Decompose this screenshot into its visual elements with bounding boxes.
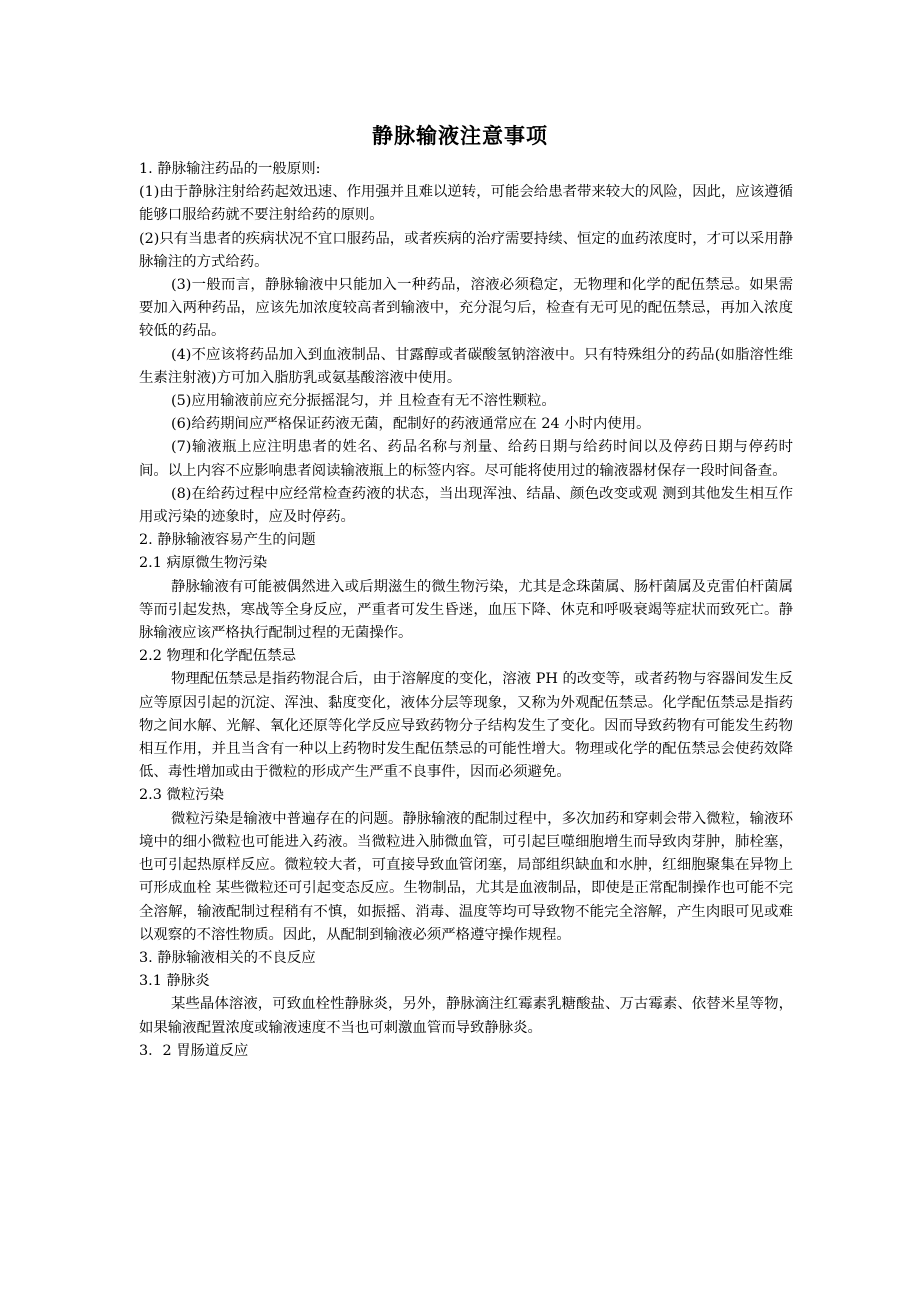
rule-4: (4)不应该将药品加入到血液制品、甘露醇或者碳酸氢钠溶液中。只有特殊组分的药品(如脂溶性维生素注射液)方可加入脂肪乳或氨基酸溶液中使用。 xyxy=(139,346,793,386)
section-2-3-text: 微粒污染是输液中普遍存在的问题。静脉输液的配制过程中，多次加药和穿刺会带入微粒，输液环境中的细小微粒也可能进入药液。当微粒进入肺微血管，可引起巨噬细胞增生而导致肉芽肿，肺栓塞，也可引起热原样反应。微粒较大者，可直接导致血管闭塞，局部组织缺血和水肿，红细胞聚集在异物上可形成血栓 某些微粒还可引起变态反应。生物制品，尤其是血液制品，即使是正常配制操作也可能不完全溶解，输液配制过程稍有不慎，如振摇、消毒、温度等均可导致物不能完全溶解，产生肉眼可见或难以观察的不溶性物质。因此，从配制到输液必须严格遵守操作规程。 xyxy=(139,810,793,943)
section-1-heading: 1. 静脉输注药品的一般原则: xyxy=(139,161,321,177)
section-3-1-text: 某些晶体溶液，可致血栓性静脉炎，另外，静脉滴注红霉素乳糖酸盐、万古霉素、依替米星等物，如果输液配置浓度或输液速度不当也可刺激血管而导致静脉炎。 xyxy=(139,996,793,1036)
rule-1: (1)由于静脉注射给药起效迅速、作用强并且难以逆转，可能会给患者带来较大的风险，因此，应该遵循能够口服给药就不要注射给药的原则。 xyxy=(139,184,793,224)
section-2-2-heading: 2.2 物理和化学配伍禁忌 xyxy=(139,648,296,665)
section-3-2-heading: 3．2 胃肠道反应 xyxy=(139,1042,249,1059)
section-3-heading: 3. 静脉输液相关的不良反应 xyxy=(139,949,316,966)
rule-5: (5)应用输液前应充分振摇混匀，并 且检查有无不溶性颗粒。 xyxy=(171,393,556,410)
rule-6: (6)给药期间应严格保证药液无菌，配制好的药液通常应在 24 小时内使用。 xyxy=(171,416,651,433)
section-2-3-heading: 2.3 微粒污染 xyxy=(139,787,225,804)
section-2-1-text: 静脉输液有可能被偶然进入或后期滋生的微生物污染，尤其是念珠菌属、肠杆菌属及克雷伯杆菌属等而引起发热，寒战等全身反应，严重者可发生昏迷，血压下降、休克和呼吸衰竭等症状而致死亡。静脉输液应该严格执行配制过程的无菌操作。 xyxy=(139,578,793,642)
section-2-1-heading: 2.1 病原微生物污染 xyxy=(139,555,268,572)
rule-7: (7)输液瓶上应注明患者的姓名、药品名称与剂量、给药日期与给药时间以及停药日期与停药时间。以上内容不应影响患者阅读输液瓶上的标签内容。尽可能将使用过的输液器材保存一段时间备查。 xyxy=(139,439,793,479)
section-2-heading: 2. 静脉输液容易产生的问题 xyxy=(139,532,316,549)
rule-2: (2)只有当患者的疾病状况不宜口服药品，或者疾病的治疗需要持续、恒定的血药浓度时，才可以采用静脉输注的方式给药。 xyxy=(139,230,793,270)
rule-3: (3)一般而言，静脉输液中只能加入一种药品，溶液必须稳定，无物理和化学的配伍禁忌。如果需要加入两种药品，应该先加浓度较高者到输液中，充分混匀后，检查有无可见的配伍禁忌，再加入浓度较低的药品。 xyxy=(139,277,793,340)
page-title: 静脉输液注意事项 xyxy=(372,124,548,148)
section-3-1-heading: 3.1 静脉炎 xyxy=(139,973,210,990)
document-body xyxy=(139,158,793,1063)
rule-8: (8)在给药过程中应经常检查药液的状态，当出现浑浊、结晶、颜色改变或观 测到其他发生相互作用或污染的迹象时，应及时停药。 xyxy=(139,485,793,526)
section-2-2-text: 物理配伍禁忌是指药物混合后，由于溶解度的变化，溶液 PH 的改变等，或者药物与容器间发生反应等原因引起的沉淀、浑浊、黏度变化，液体分层等现象，又称为外观配伍禁忌。化学配伍禁忌是指药物之间水解、光解、氧化还原等化学反应导致药物分子结构发生了变化。因而导致药物有可能发生药物相互作用，并且当含有一种以上药物时发生配伍禁忌的可能性增大。物理或化学的配伍禁忌会使药效降低、毒性增加或由于微粒的形成产生严重不良事件，因而必须避免。 xyxy=(139,671,793,781)
